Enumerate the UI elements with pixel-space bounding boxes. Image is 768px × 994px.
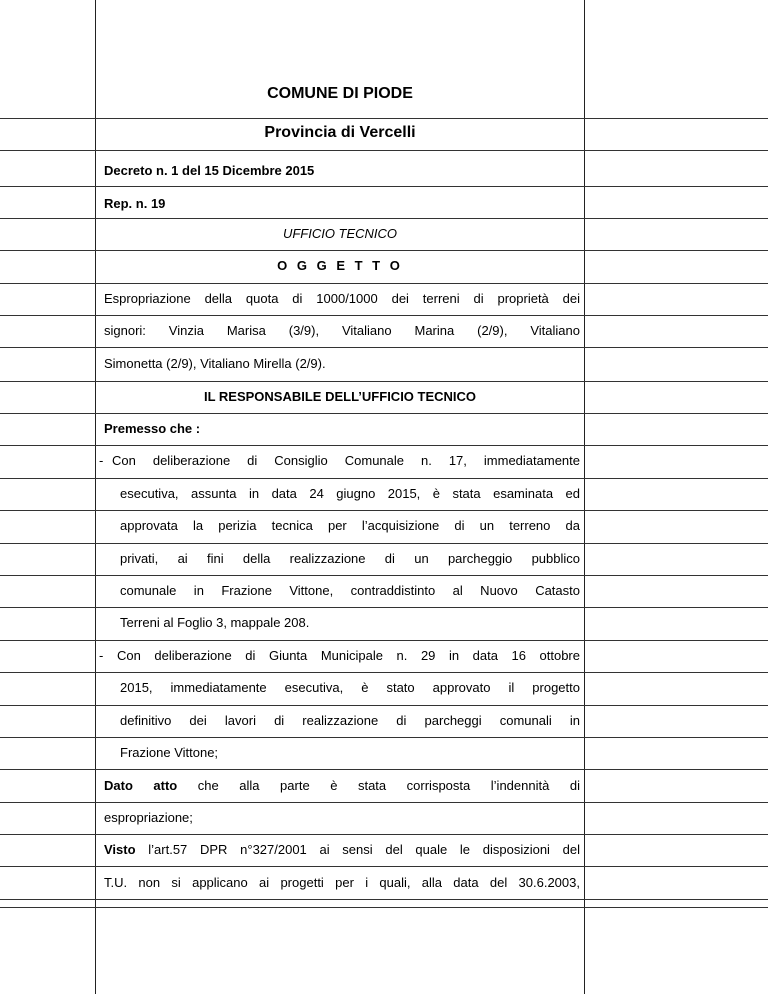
row-rule xyxy=(0,899,768,908)
decreto-line: Decreto n. 1 del 15 Dicembre 2015 xyxy=(104,163,315,178)
item1-line-2: esecutiva, assunta in data 24 giugno 2015, è stata esaminata ed xyxy=(120,486,580,501)
item2-line-1: Con deliberazione di Giunta Municipale n. 29 in data 16 ottobre xyxy=(117,648,580,663)
item2-dash: - xyxy=(99,648,104,663)
dato-atto-bold: Dato atto xyxy=(104,778,178,793)
visto-bold: Visto xyxy=(104,842,136,857)
dato-atto-line-2: espropriazione; xyxy=(104,810,193,825)
provincia-title: Provincia di Vercelli xyxy=(264,124,416,141)
item1-line-6: Terreni al Foglio 3, mappale 208. xyxy=(120,615,310,630)
item1-line-1: Con deliberazione di Consiglio Comunale n. 17, immediatamente xyxy=(112,453,580,468)
dato-atto-line-1 xyxy=(104,778,580,794)
visto-line-2: T.U. non si applicano ai progetti per i quali, alla data del 30.6.2003, xyxy=(104,875,580,890)
oggetto-line-3: Simonetta (2/9), Vitaliano Mirella (2/9). xyxy=(104,356,326,371)
item2-line-2: 2015, immediatamente esecutiva, è stato approvato il progetto xyxy=(120,680,580,695)
item2-line-3: definitivo dei lavori di realizzazione di parcheggi comunali in xyxy=(120,713,580,728)
dato-atto-rest: che alla parte è stata corrisposta l’indennità di xyxy=(177,778,580,793)
responsabile-heading: IL RESPONSABILE DELL’UFFICIO TECNICO xyxy=(203,389,477,404)
item1-line-5: comunale in Frazione Vittone, contraddistinto al Nuovo Catasto xyxy=(120,583,580,598)
visto-rest: l’art.57 DPR n°327/2001 ai sensi del quale le disposizioni del xyxy=(135,842,580,857)
item2-line-4: Frazione Vittone; xyxy=(120,745,219,760)
item1-line-3: approvata la perizia tecnica per l’acquisizione di un terreno da xyxy=(120,518,580,533)
premesso-line: Premesso che : xyxy=(104,421,201,436)
item1-line-4: privati, ai fini della realizzazione di un parcheggio pubblico xyxy=(120,551,580,566)
visto-line-1 xyxy=(104,842,580,858)
oggetto-heading: O G G E T T O xyxy=(277,258,403,273)
comune-title: COMUNE DI PIODE xyxy=(267,85,413,102)
rep-line: Rep. n. 19 xyxy=(104,196,166,211)
ufficio-line: UFFICIO TECNICO xyxy=(282,226,398,241)
oggetto-line-2: signori: Vinzia Marisa (3/9), Vitaliano Marina (2/9), Vitaliano xyxy=(104,323,580,338)
item1-dash: - xyxy=(99,453,104,468)
oggetto-line-1: Espropriazione della quota di 1000/1000 dei terreni di proprietà dei xyxy=(104,291,580,306)
